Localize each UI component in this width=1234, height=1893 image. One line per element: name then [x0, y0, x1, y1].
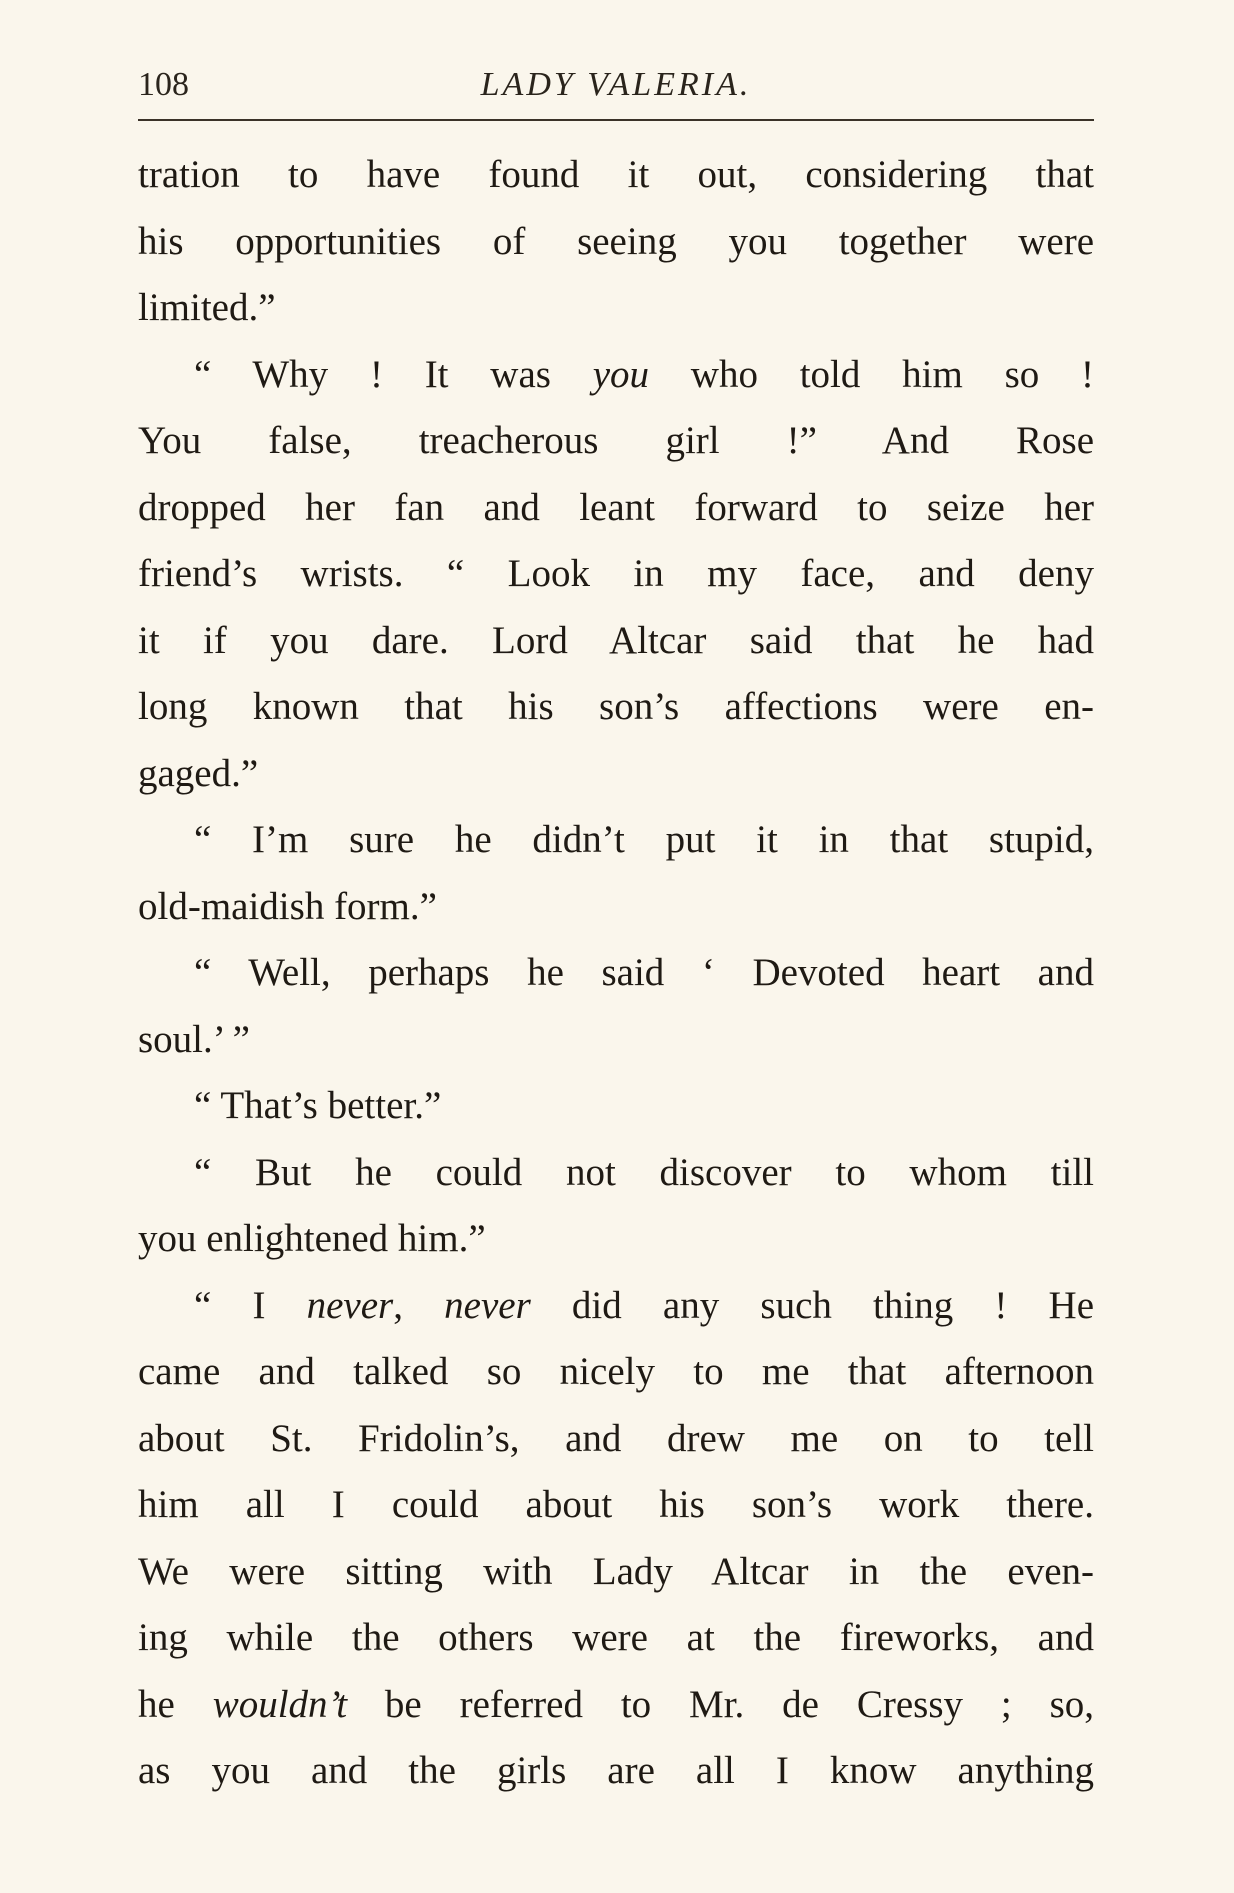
text-line: long known that his son’s affections were en- — [138, 685, 1094, 728]
header-rule — [138, 119, 1094, 121]
text-line: “ I never, never did any such thing ! He — [194, 1283, 1094, 1327]
text-line: his opportunities of seeing you together were — [138, 219, 1094, 263]
text-line: as you and the girls are all I know anything — [138, 1749, 1094, 1792]
text-line: “ That’s better.” — [194, 1084, 442, 1127]
text-line: limited.” — [138, 286, 276, 329]
emphasis: never — [306, 1283, 394, 1327]
page-number: 108 — [138, 66, 189, 103]
text-line: You false, treacherous girl !” And Rose — [138, 419, 1094, 462]
emphasis: wouldn’t — [212, 1682, 348, 1726]
running-title: LADY VALERIA. — [480, 66, 752, 103]
text-line: dropped her fan and leant forward to seize her — [138, 485, 1094, 529]
text-line: you enlightened him.” — [138, 1217, 486, 1260]
text-line: “ But he could not discover to whom till — [194, 1150, 1094, 1194]
page-header — [138, 60, 1094, 110]
text-line: soul.’ ” — [138, 1017, 250, 1061]
body-text — [138, 142, 1094, 1805]
text-line: him all I could about his son’s work there. — [138, 1483, 1094, 1526]
text-line: We were sitting with Lady Altcar in the even- — [138, 1549, 1094, 1593]
text-line: old-maidish form.” — [138, 884, 437, 928]
text-line: “ Why ! It was you who told him so ! — [194, 352, 1094, 396]
text-line: came and talked so nicely to me that afternoon — [138, 1350, 1094, 1393]
emphasis: you — [592, 352, 650, 396]
text-line: “ I’m sure he didn’t put it in that stupid, — [194, 818, 1094, 861]
text-line: tration to have found it out, considering that — [138, 153, 1094, 196]
text-line: “ Well, perhaps he said ‘ Devoted heart and — [194, 951, 1094, 994]
text-line: about St. Fridolin’s, and drew me on to tell — [138, 1416, 1094, 1460]
emphasis: never — [444, 1283, 531, 1327]
text-line: friend’s wrists. “ Look in my face, and deny — [138, 552, 1094, 595]
text-line: he wouldn’t be referred to Mr. de Cressy ; so, — [138, 1682, 1095, 1726]
text-line: it if you dare. Lord Altcar said that he had — [138, 618, 1094, 662]
text-line: ing while the others were at the fireworks, and — [138, 1616, 1094, 1659]
text-line: gaged.” — [138, 751, 259, 795]
